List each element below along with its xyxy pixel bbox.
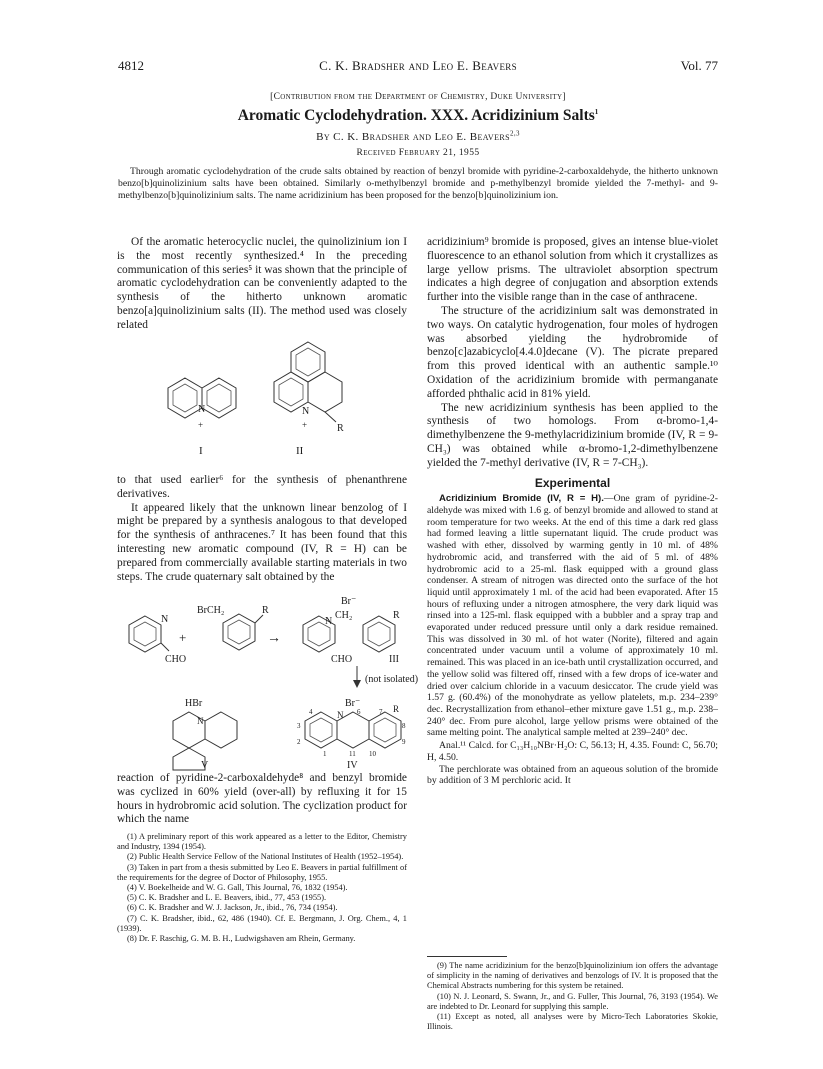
svg-text:III: III [389, 654, 399, 665]
footnote-11: (11) Except as noted, all analyses were by Micro-Tech Laboratories Skokie, Illinois. [427, 1012, 718, 1032]
footnotes-right [427, 961, 718, 1032]
experimental-procedure [427, 493, 718, 739]
svg-text:N: N [161, 614, 169, 625]
svg-text:10: 10 [369, 750, 376, 758]
footnote-10: (10) N. J. Leonard, S. Swann, Jr., and G. Fuller, This Journal, 76, 3193 (1954). We are indebted to Dr. Leonard for supplying this sample. [427, 991, 718, 1011]
svg-text:N: N [325, 616, 333, 627]
footnote-4: (4) V. Boekelheide and W. G. Gall, This Journal, 76, 1832 (1954). [127, 883, 348, 893]
footnote-9: (9) The name acridizinium for the benzo[b]quinolizinium ion offers the advantage of simplicity in the naming of derivatives and benzologs of IV. It is proposed that the Chemical Abstracts numbering for this system be retained. [427, 961, 718, 991]
structure-II-N: N [302, 406, 310, 417]
svg-text:HBr: HBr [185, 698, 203, 709]
homologs-paragraph: The new acridizinium synthesis has been applied to the synthesis of two homologs. From α-bromo-1,4-dimethylbenzene the 9-methylacridizinium bromide (IV, R = 9-CH₃) was obtained while α-bromo-1,2-dimethylbenzene yielded the 7-methyl derivative (IV, R = 7-CH₃). [427, 401, 718, 469]
structure-I-label: I [199, 445, 203, 457]
continuation-paragraph: to that used earlier⁶ for the synthesis of phenanthrene derivatives. [117, 474, 407, 500]
running-authors: C. K. Bradsher and Leo E. Beavers [319, 58, 517, 73]
footnote-8: (8) Dr. F. Raschig, G. M. B. H., Ludwigshaven am Rhein, Germany. [127, 934, 356, 944]
running-header [118, 58, 718, 78]
procedure-text: —One gram of pyridine-2-aldehyde was mixed with 1.6 g. of benzyl bromide and allowed to stand at room temperature for two weeks. At the end of this time a dark red glass had formed leaving a little supernatant liquid. The crude product was washed with ether, dissolved by warming gently in 10 ml. of 48% hydrobromic acid, and transferred with the aid of 5 ml. of 48% hydrobromic acid to a 25-ml. flask equipped with a ground glass condenser. A stream of nitrogen was directed onto the surface of the hot liquid until approximately 1 ml. of the acid had been evaporated. After 15 hours of refluxing under a nitrogen atmosphere, the very dark liquid was rinsed into a 125-ml. flask equipped with a bubbler and a spray trap and evaporated under reduced pressure until only a dark residue remained. This was dissolved in 30 ml. of hot water (Norite), filtered and again concentrated under vacuum until a volume of approximately 10 ml. remained. This was placed in an ice-bath until crystallization occurred, and the yellow solid was filtered off, rinsed with a few drops of ice-water and dried over calcium chloride in a vacuum desiccator. The crude yield was 1.57 g. (60.4%) of the monohydrate as yellow platelets, m.p. 234–239° dec. Recrystallization from ethanol–ether mixture gave 1.51 g., m.p. 238–240° dec. From pure alcohol, large yellow prisms were obtained of the same melting point. The analytical sample melted at 239–240° dec. [427, 493, 718, 739]
received-date: Received February 21, 1955 [356, 148, 480, 158]
left-para-2 [117, 474, 407, 584]
cyclization-paragraph: reaction of pyridine-2-carboxaldehyde⁸ and benzyl bromide was cyclized in 60% yield (over-all) by refluxing it for 15 hours in hydrobromic acid solution. The cyclization product for which the name [117, 772, 407, 826]
svg-text:4: 4 [309, 708, 313, 716]
byline-footnote-mark: 2,3 [509, 129, 520, 138]
structure-III [303, 596, 400, 665]
reaction-scheme [117, 596, 419, 771]
byline [118, 131, 718, 143]
structure-II [274, 342, 344, 457]
svg-text:9: 9 [402, 738, 406, 746]
svg-text:IV: IV [347, 760, 358, 771]
structure-I-N: N [198, 404, 206, 415]
byline-text: By C. K. Bradsher and Leo E. Beavers [316, 131, 510, 143]
intro-paragraph: Of the aromatic heterocyclic nuclei, the quinolizinium ion I is the most recently synthesized.⁴ In the preceding communication of this series⁵ it was shown that the principle of aromatic cyclodehydration can be conveniently adapted to the synthesis of the hitherto unknown aromatic benzo[a]quinolizinium salts (II). The method used was closely related [117, 236, 407, 331]
svg-text:R: R [393, 704, 400, 714]
perchlorate-line: The perchlorate was obtained from an aqueous solution of the bromide by addition of 3 M perchloric acid. It [427, 763, 718, 787]
svg-text:1: 1 [323, 750, 327, 758]
abstract: Through aromatic cyclodehydration of the crude salts obtained by reaction of benzyl bromide with pyridine-2-carboxaldehyde, the hitherto unknown benzo[b]quinolizinium salts have been obtained. Similarly o-methylbenzyl bromide and p-methylbenzyl bromide yielded the 7-methyl- and 9-methylbenzo[b]quinolizinium salts. The name acridizinium has been proposed for the benzo[b]quinolizinium ion. [118, 166, 718, 201]
volume-number: Vol. 77 [680, 58, 718, 73]
not-isolated-label: (not isolated) [365, 674, 419, 685]
svg-text:R: R [393, 610, 400, 621]
left-para-1 [117, 236, 407, 333]
footnote-2: (2) Public Health Service Fellow of the National Institutes of Health (1952–1954). [127, 852, 404, 862]
procedure-lead: Acridizinium Bromide (IV, R = H). [439, 493, 604, 505]
footnote-rule [427, 956, 507, 957]
svg-text:N: N [337, 710, 344, 720]
structure-I [168, 378, 236, 457]
footnote-7: (7) C. K. Bradsher, ibid., 62, 486 (1940). Cf. E. Bergmann, J. Org. Chem., 4, 1 (1939). [117, 913, 407, 933]
svg-text:11: 11 [349, 750, 356, 758]
footnote-5: (5) C. K. Bradsher and L. E. Beavers, ibid., 77, 453 (1955). [127, 893, 327, 903]
benzyl-bromide [197, 605, 269, 650]
footnotes-left [117, 832, 407, 944]
structure-V [173, 698, 237, 771]
svg-text:Br⁻: Br⁻ [345, 698, 361, 709]
footnote-6: (6) C. K. Bradsher and W. J. Jackson, Jr., ibid., 76, 734 (1954). [127, 903, 338, 913]
left-para-3 [117, 772, 407, 827]
page-number: 4812 [118, 58, 144, 73]
svg-text:2: 2 [297, 738, 301, 746]
structure-II-R: R [337, 423, 344, 434]
svg-text:Br⁻: Br⁻ [341, 596, 357, 607]
structure-IV [297, 698, 406, 771]
svg-text:BrCH₂: BrCH₂ [197, 605, 225, 616]
svg-text:R: R [262, 605, 269, 616]
analysis-line: Anal.¹¹ Calcd. for C₁₃H₁₀NBr·H₂O: C, 56.13; H, 4.35. Found: C, 56.70; H, 4.50. [427, 740, 718, 763]
experimental-heading: Experimental [534, 475, 611, 490]
right-column [427, 236, 718, 787]
svg-text:8: 8 [402, 722, 406, 730]
svg-text:V: V [201, 760, 209, 771]
acridizinium-paragraph: acridizinium⁹ bromide is proposed, gives an intense blue-violet fluorescence to an ethanol solution from which it crystallizes as large yellow prisms. The ultraviolet absorption spectrum indicates a high degree of conjugation and absorption extends further into the visible range than in the case of anthracene. [427, 236, 718, 304]
footnote-1: (1) A preliminary report of this work appeared as a letter to the Editor, Chemistry and Industry, 1394 (1954). [117, 832, 407, 852]
benzolog-paragraph: It appeared likely that the unknown linear benzolog of I might be prepared by a synthesis analogous to that developed for the synthesis of anthracenes.⁷ It has been found that this interesting new aromatic compound (IV, R = H) can be prepared from commercially available starting materials in two steps. The crude quaternary salt obtained by the [117, 501, 407, 583]
structure-proof-paragraph: The structure of the acridizinium salt was demonstrated in two ways. On catalytic hydrogenation, four moles of hydrogen was absorbed yielding the hydrobromide of benzo[c]azabicyclo[4.4.0]decane (V). The picrate prepared from this proved identical with an authentic sample.¹⁰ Oxidation of the acridizinium bromide with permanganate afforded phthalic acid in 81% yield. [427, 304, 718, 400]
structure-I-plus: + [198, 420, 204, 430]
structure-II-plus: + [302, 420, 308, 430]
title-footnote-mark: 1 [594, 107, 599, 116]
svg-text:6: 6 [357, 708, 361, 716]
footnote-3: (3) Taken in part from a thesis submitted by Leo E. Beavers in partial fulfillment of the requirements for the degree of Doctor of Philosophy, 1955. [117, 862, 407, 882]
svg-text:CHO: CHO [165, 654, 187, 665]
svg-text:N: N [197, 716, 204, 726]
pyridine-aldehyde [129, 614, 186, 665]
svg-text:CHO: CHO [331, 654, 353, 665]
plus-sign: + [179, 630, 187, 645]
svg-text:3: 3 [297, 722, 301, 730]
contribution-line: [Contribution from the Department of Chemistry, Duke University] [270, 92, 566, 102]
structures-I-II [150, 336, 380, 468]
structure-II-label: II [296, 445, 304, 457]
svg-text:7: 7 [379, 708, 383, 716]
article-title [118, 107, 718, 125]
title-text: Aromatic Cyclodehydration. XXX. Acridizinium Salts [237, 107, 595, 124]
reaction-arrow: → [267, 631, 281, 646]
svg-text:CH₂: CH₂ [335, 610, 353, 621]
